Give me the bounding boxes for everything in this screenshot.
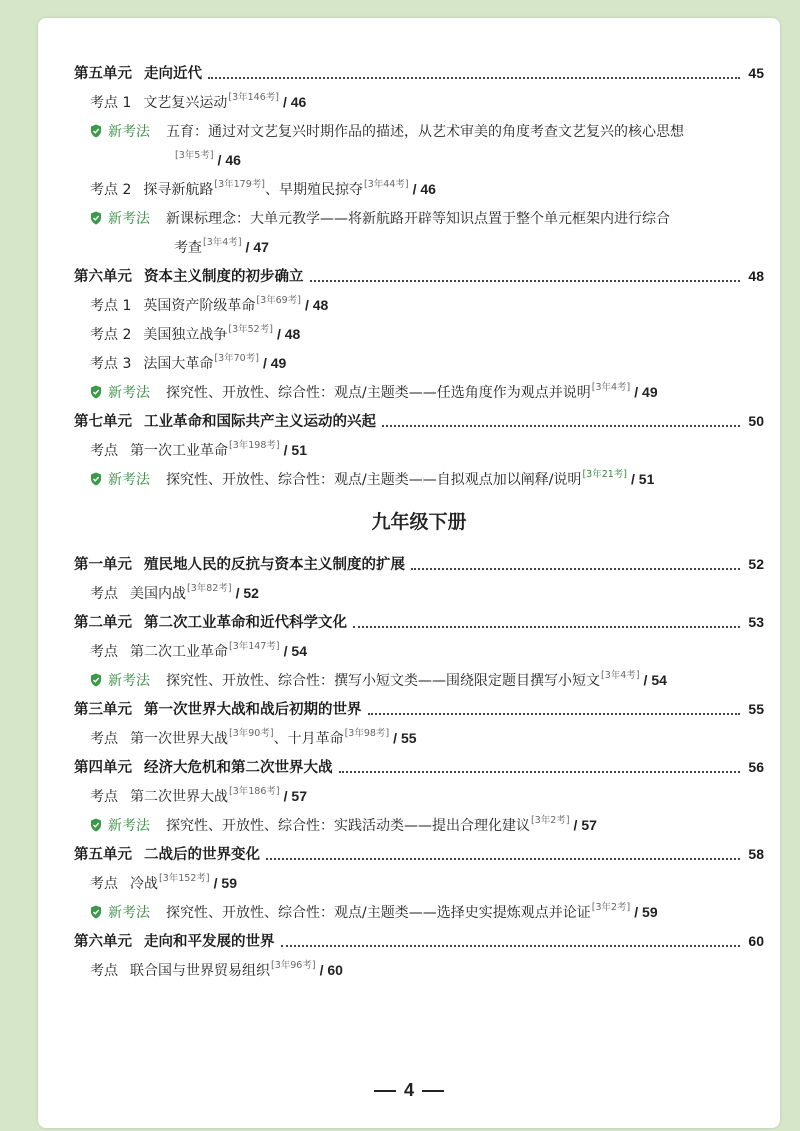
- page-number: 54: [291, 642, 307, 659]
- tag-value: 3年70考: [218, 352, 256, 364]
- exam-point: [74, 290, 764, 319]
- page-number: 46: [225, 151, 241, 168]
- dot-leader: [411, 558, 740, 570]
- page-slash: /: [573, 816, 582, 833]
- tag-bracket-open: [: [229, 640, 233, 652]
- tag-bracket-open: [: [214, 178, 219, 190]
- new-method-text: 探究性、开放性、综合性：观点/主题类——自拟观点加以阐释/说明: [166, 471, 582, 488]
- exam-frequency-tag: [175, 147, 214, 161]
- unit-page-number: 58: [748, 845, 764, 862]
- tag-value: 3年82考: [190, 582, 228, 594]
- unit-page-number: 55: [748, 700, 764, 717]
- exam-point-title: 美国内战: [130, 585, 186, 602]
- exam-point: [74, 87, 764, 116]
- exam-point: [74, 435, 764, 464]
- unit-heading: [74, 607, 764, 636]
- new-method-label: 新考法: [108, 471, 150, 488]
- tag-value: 3年198考: [232, 439, 276, 451]
- new-method-text: 探究性、开放性、综合性：实践活动类——提出合理化建议: [166, 817, 530, 834]
- new-method-text: 探究性、开放性、综合性：观点/主题类——任选角度作为观点并说明: [166, 384, 591, 401]
- new-method-label: 新考法: [108, 123, 150, 140]
- exam-point-title: 冷战: [130, 875, 158, 892]
- page-reference: [284, 442, 307, 458]
- unit-title: 殖民地人民的反抗与资本主义制度的扩展: [144, 557, 405, 573]
- new-method-text: 五育：通过对文艺复兴时期作品的描述，从艺术审美的角度考查文艺复兴的核心思想: [166, 123, 684, 140]
- tag-bracket-open: [: [344, 727, 349, 739]
- tag-value: 3年21考: [586, 468, 624, 480]
- tag-value: 3年179考: [218, 178, 262, 190]
- exam-point: [74, 955, 764, 984]
- unit-heading: [74, 752, 764, 781]
- new-method-label: 新考法: [108, 384, 150, 401]
- exam-point-title-2: 、早期殖民掠夺: [264, 181, 363, 198]
- tag-value: 3年5考: [178, 149, 210, 161]
- unit-number: 第五单元: [74, 847, 132, 863]
- exam-point-title: 第一次世界大战: [130, 730, 228, 747]
- unit-title: 走向近代: [144, 66, 202, 82]
- tag-value: 3年4考: [595, 381, 627, 393]
- page-number: 59: [221, 874, 237, 891]
- tag-bracket-close: ]: [626, 901, 631, 913]
- unit-title: 第一次世界大战和战后初期的世界: [144, 702, 362, 718]
- tag-bracket-close: ]: [635, 669, 640, 681]
- footer-page-number: 4: [403, 1080, 414, 1100]
- tag-bracket-close: ]: [269, 727, 274, 739]
- tag-bracket-close: ]: [565, 814, 570, 826]
- page-slash: /: [276, 325, 285, 342]
- tag-bracket-close: ]: [261, 178, 265, 190]
- exam-point-title: 法国大革命: [143, 355, 214, 372]
- tag-bracket-open: [: [582, 468, 587, 480]
- exam-frequency-tag: [271, 957, 316, 971]
- new-method-text: 探究性、开放性、综合性：撰写小短文类——围绕限定题目撰写小短文: [166, 672, 600, 689]
- exam-point: [74, 868, 764, 897]
- unit-title: 经济大危机和第二次世界大战: [144, 760, 333, 776]
- unit-number: 第四单元: [74, 760, 132, 776]
- exam-point-label: 考点: [90, 442, 118, 459]
- new-method-row: [74, 464, 764, 493]
- exam-frequency-tag: [159, 870, 210, 884]
- page-slash: /: [643, 671, 652, 688]
- tag-value: 3年147考: [232, 640, 276, 652]
- unit-number: 第五单元: [74, 66, 132, 82]
- exam-point-label: 考点 1: [90, 297, 132, 314]
- tag-bracket-open: [: [363, 178, 368, 190]
- page-number: 57: [581, 816, 597, 833]
- unit-page-number: 60: [748, 932, 764, 949]
- tag-bracket-open: [: [187, 582, 191, 594]
- page-slash: /: [412, 180, 421, 197]
- page-reference: [236, 585, 259, 601]
- exam-point-title: 第二次工业革命: [130, 643, 228, 660]
- tag-bracket-close: ]: [275, 439, 280, 451]
- tag-bracket-close: ]: [209, 149, 214, 161]
- tag-bracket-open: [: [256, 294, 261, 306]
- exam-point: [74, 781, 764, 810]
- tag-value: 3年44考: [367, 178, 405, 190]
- tag-value: 3年90考: [232, 727, 270, 739]
- tag-bracket-close: ]: [255, 352, 259, 364]
- page-slash: /: [304, 296, 313, 313]
- tag-bracket-open: [: [159, 872, 163, 884]
- page-slash: /: [631, 470, 639, 487]
- exam-point-label: 考点 2: [90, 181, 132, 198]
- tag-bracket-open: [: [591, 901, 596, 913]
- exam-point-title: 美国独立战争: [143, 326, 228, 343]
- tag-bracket-open: [: [214, 352, 219, 364]
- unit-number: 第七单元: [74, 414, 132, 430]
- exam-point-title: 文艺复兴运动: [143, 94, 228, 111]
- tag-bracket-close: ]: [227, 582, 232, 594]
- page-reference: [634, 384, 657, 400]
- page-slash: /: [393, 729, 401, 746]
- exam-point-title: 第一次工业革命: [130, 442, 228, 459]
- new-method-row: [74, 203, 764, 232]
- tag-bracket-close: ]: [623, 468, 628, 480]
- exam-point-title-2: 、十月革命: [273, 730, 344, 747]
- page-slash: /: [262, 354, 271, 371]
- exam-frequency-tag: [345, 725, 390, 739]
- exam-frequency-tag: [531, 812, 570, 826]
- tag-value: 3年4考: [206, 236, 238, 248]
- page-reference: [305, 297, 328, 313]
- dot-leader: [208, 67, 740, 79]
- unit-page-number: 45: [748, 64, 764, 81]
- page-number: 49: [642, 383, 658, 400]
- unit-title: 走向和平发展的世界: [144, 934, 275, 950]
- page-reference: [320, 962, 343, 978]
- exam-frequency-tag: [229, 783, 280, 797]
- unit-page-number: 53: [748, 613, 764, 630]
- page-number: 46: [290, 93, 307, 110]
- exam-frequency-tag: [228, 321, 273, 335]
- page-slash: /: [283, 642, 292, 659]
- new-method-label: 新考法: [108, 210, 150, 227]
- exam-point-title: 探寻新航路: [143, 181, 214, 198]
- exam-point-label: 考点: [90, 788, 118, 805]
- unit-page-number: 48: [748, 267, 764, 284]
- page-reference: [644, 672, 667, 688]
- tag-value: 3年152考: [162, 872, 206, 884]
- page-slash: /: [319, 961, 328, 978]
- exam-point-label: 考点: [90, 962, 118, 979]
- exam-point-label: 考点: [90, 585, 118, 602]
- footer-dash-left: [374, 1090, 396, 1092]
- tag-bracket-close: ]: [205, 872, 210, 884]
- exam-frequency-tag: [214, 350, 259, 364]
- new-method-label: 新考法: [108, 672, 150, 689]
- exam-point-label: 考点 2: [90, 326, 132, 343]
- table-of-contents: [74, 58, 764, 984]
- exam-point-label: 考点 1: [90, 94, 132, 111]
- page-number: 49: [270, 354, 287, 371]
- tag-bracket-open: [: [228, 323, 233, 335]
- page-reference: [574, 817, 597, 833]
- page-slash: /: [245, 238, 254, 255]
- page-reference: [218, 152, 241, 168]
- page-reference: [413, 181, 436, 197]
- unit-heading: [74, 549, 764, 578]
- tag-bracket-close: ]: [237, 236, 242, 248]
- unit-title: 资本主义制度的初步确立: [144, 269, 304, 285]
- page-slash: /: [283, 787, 292, 804]
- page-reference: [393, 730, 416, 746]
- dot-leader: [310, 270, 741, 282]
- page-slash: /: [634, 903, 643, 920]
- unit-heading: [74, 926, 764, 955]
- page-reference: [284, 788, 307, 804]
- dot-leader: [353, 616, 740, 628]
- unit-page-number: 52: [748, 555, 764, 572]
- unit-heading: [74, 58, 764, 87]
- page-slash: /: [283, 441, 292, 458]
- unit-number: 第二单元: [74, 615, 132, 631]
- unit-title: 工业革命和国际共产主义运动的兴起: [144, 414, 376, 430]
- page-number: 52: [243, 584, 259, 601]
- shield-check-icon: [90, 124, 102, 138]
- tag-bracket-close: ]: [275, 91, 279, 103]
- tag-value: 3年96考: [274, 959, 312, 971]
- unit-page-number: 56: [748, 758, 764, 775]
- new-method-row: [74, 810, 764, 839]
- tag-value: 3年98考: [348, 727, 386, 739]
- page-reference: [246, 239, 269, 255]
- unit-page-number: 50: [748, 412, 764, 429]
- shield-check-icon: [90, 905, 102, 919]
- exam-frequency-tag: [203, 234, 242, 248]
- unit-title: 二战后的世界变化: [144, 847, 260, 863]
- page-reference: [277, 326, 300, 342]
- shield-check-icon: [90, 211, 102, 225]
- dot-leader: [281, 935, 741, 947]
- page-slash: /: [217, 151, 226, 168]
- exam-point-label: 考点 3: [90, 355, 132, 372]
- page-number: 46: [420, 180, 436, 197]
- tag-bracket-open: [: [271, 959, 275, 971]
- page-number: 48: [284, 325, 301, 342]
- tag-bracket-close: ]: [626, 381, 631, 393]
- tag-bracket-close: ]: [275, 785, 280, 797]
- exam-point-label: 考点: [90, 730, 118, 747]
- page-slash: /: [634, 383, 643, 400]
- unit-heading: [74, 694, 764, 723]
- exam-point: [74, 174, 764, 203]
- shield-check-icon: [90, 472, 102, 486]
- new-method-row: [74, 116, 764, 145]
- exam-frequency-tag: [229, 725, 274, 739]
- dot-leader: [266, 848, 740, 860]
- tag-value: 3年146考: [232, 91, 276, 103]
- new-method-label: 新考法: [108, 904, 150, 921]
- document-page: [38, 18, 780, 1128]
- exam-frequency-tag: [364, 176, 409, 190]
- tag-value: 3年2考: [595, 901, 627, 913]
- unit-title: 第二次工业革命和近代科学文化: [144, 615, 347, 631]
- tag-bracket-close: ]: [269, 323, 273, 335]
- exam-frequency-tag: [582, 466, 627, 480]
- exam-point-title: 英国资产阶级革命: [143, 297, 256, 314]
- tag-bracket-open: [: [229, 785, 233, 797]
- new-method-text: 探究性、开放性、综合性：观点/主题类——选择史实提炼观点并论证: [166, 904, 591, 921]
- new-method-text-cont: 考查: [174, 239, 202, 256]
- page-reference: [214, 875, 237, 891]
- dot-leader: [368, 703, 741, 715]
- shield-check-icon: [90, 818, 102, 832]
- tag-value: 3年186考: [232, 785, 276, 797]
- page-slash: /: [213, 874, 222, 891]
- exam-point-label: 考点: [90, 643, 118, 660]
- tag-value: 3年52考: [232, 323, 270, 335]
- new-method-row: [74, 665, 764, 694]
- exam-frequency-tag: [187, 580, 232, 594]
- page-reference: [284, 643, 307, 659]
- new-method-row: [74, 897, 764, 926]
- tag-bracket-close: ]: [404, 178, 409, 190]
- tag-bracket-open: [: [229, 439, 233, 451]
- page-reference: [283, 94, 306, 110]
- unit-heading: [74, 839, 764, 868]
- tag-bracket-close: ]: [275, 640, 280, 652]
- page-number: 51: [291, 441, 307, 458]
- tag-bracket-open: [: [531, 814, 535, 826]
- exam-point: [74, 578, 764, 607]
- unit-heading: [74, 406, 764, 435]
- exam-point: [74, 348, 764, 377]
- exam-point-label: 考点: [90, 875, 118, 892]
- exam-frequency-tag: [228, 89, 279, 103]
- tag-bracket-close: ]: [385, 727, 390, 739]
- exam-frequency-tag: [214, 176, 265, 190]
- tag-value: 3年4考: [604, 669, 636, 681]
- section-title: 九年级下册: [371, 511, 467, 533]
- tag-bracket-open: [: [591, 381, 596, 393]
- new-method-continuation: [74, 145, 764, 174]
- unit-number: 第六单元: [74, 269, 132, 285]
- tag-bracket-close: ]: [297, 294, 301, 306]
- page-number: 48: [312, 296, 329, 313]
- shield-check-icon: [90, 385, 102, 399]
- exam-frequency-tag: [592, 899, 631, 913]
- page-number: 59: [642, 903, 658, 920]
- page-number: 54: [651, 671, 667, 688]
- page-number: 60: [327, 961, 343, 978]
- exam-point: [74, 636, 764, 665]
- new-method-continuation: [74, 232, 764, 261]
- page-number: 57: [291, 787, 307, 804]
- unit-number: 第一单元: [74, 557, 132, 573]
- dot-leader: [339, 761, 741, 773]
- tag-bracket-open: [: [228, 91, 233, 103]
- exam-point-title: 第二次世界大战: [130, 788, 228, 805]
- unit-number: 第三单元: [74, 702, 132, 718]
- tag-bracket-open: [: [601, 669, 605, 681]
- new-method-row: [74, 377, 764, 406]
- exam-point-title: 联合国与世界贸易组织: [130, 962, 270, 979]
- page-reference: [634, 904, 657, 920]
- page-number: 55: [400, 729, 417, 746]
- tag-bracket-open: [: [175, 149, 179, 161]
- footer-dash-right: [422, 1090, 444, 1092]
- exam-frequency-tag: [229, 437, 280, 451]
- page-reference: [631, 471, 654, 487]
- tag-bracket-close: ]: [311, 959, 316, 971]
- exam-point: [74, 723, 764, 752]
- page-slash: /: [282, 93, 291, 110]
- exam-frequency-tag: [592, 379, 631, 393]
- exam-point: [74, 319, 764, 348]
- unit-number: 第六单元: [74, 934, 132, 950]
- exam-frequency-tag: [229, 638, 280, 652]
- exam-frequency-tag: [601, 667, 640, 681]
- new-method-text: 新课标理念：大单元教学——将新航路开辟等知识点置于整个单元框架内进行综合: [166, 210, 670, 227]
- exam-frequency-tag: [256, 292, 301, 306]
- page-reference: [263, 355, 286, 371]
- shield-check-icon: [90, 673, 102, 687]
- tag-value: 3年2考: [534, 814, 566, 826]
- page-slash: /: [235, 584, 244, 601]
- tag-value: 3年69考: [260, 294, 298, 306]
- page-number: 47: [253, 238, 269, 255]
- tag-bracket-open: [: [203, 236, 207, 248]
- page-footer: [38, 1080, 780, 1101]
- unit-heading: [74, 261, 764, 290]
- tag-bracket-open: [: [229, 727, 233, 739]
- page-number: 51: [638, 470, 655, 487]
- dot-leader: [382, 415, 740, 427]
- new-method-label: 新考法: [108, 817, 150, 834]
